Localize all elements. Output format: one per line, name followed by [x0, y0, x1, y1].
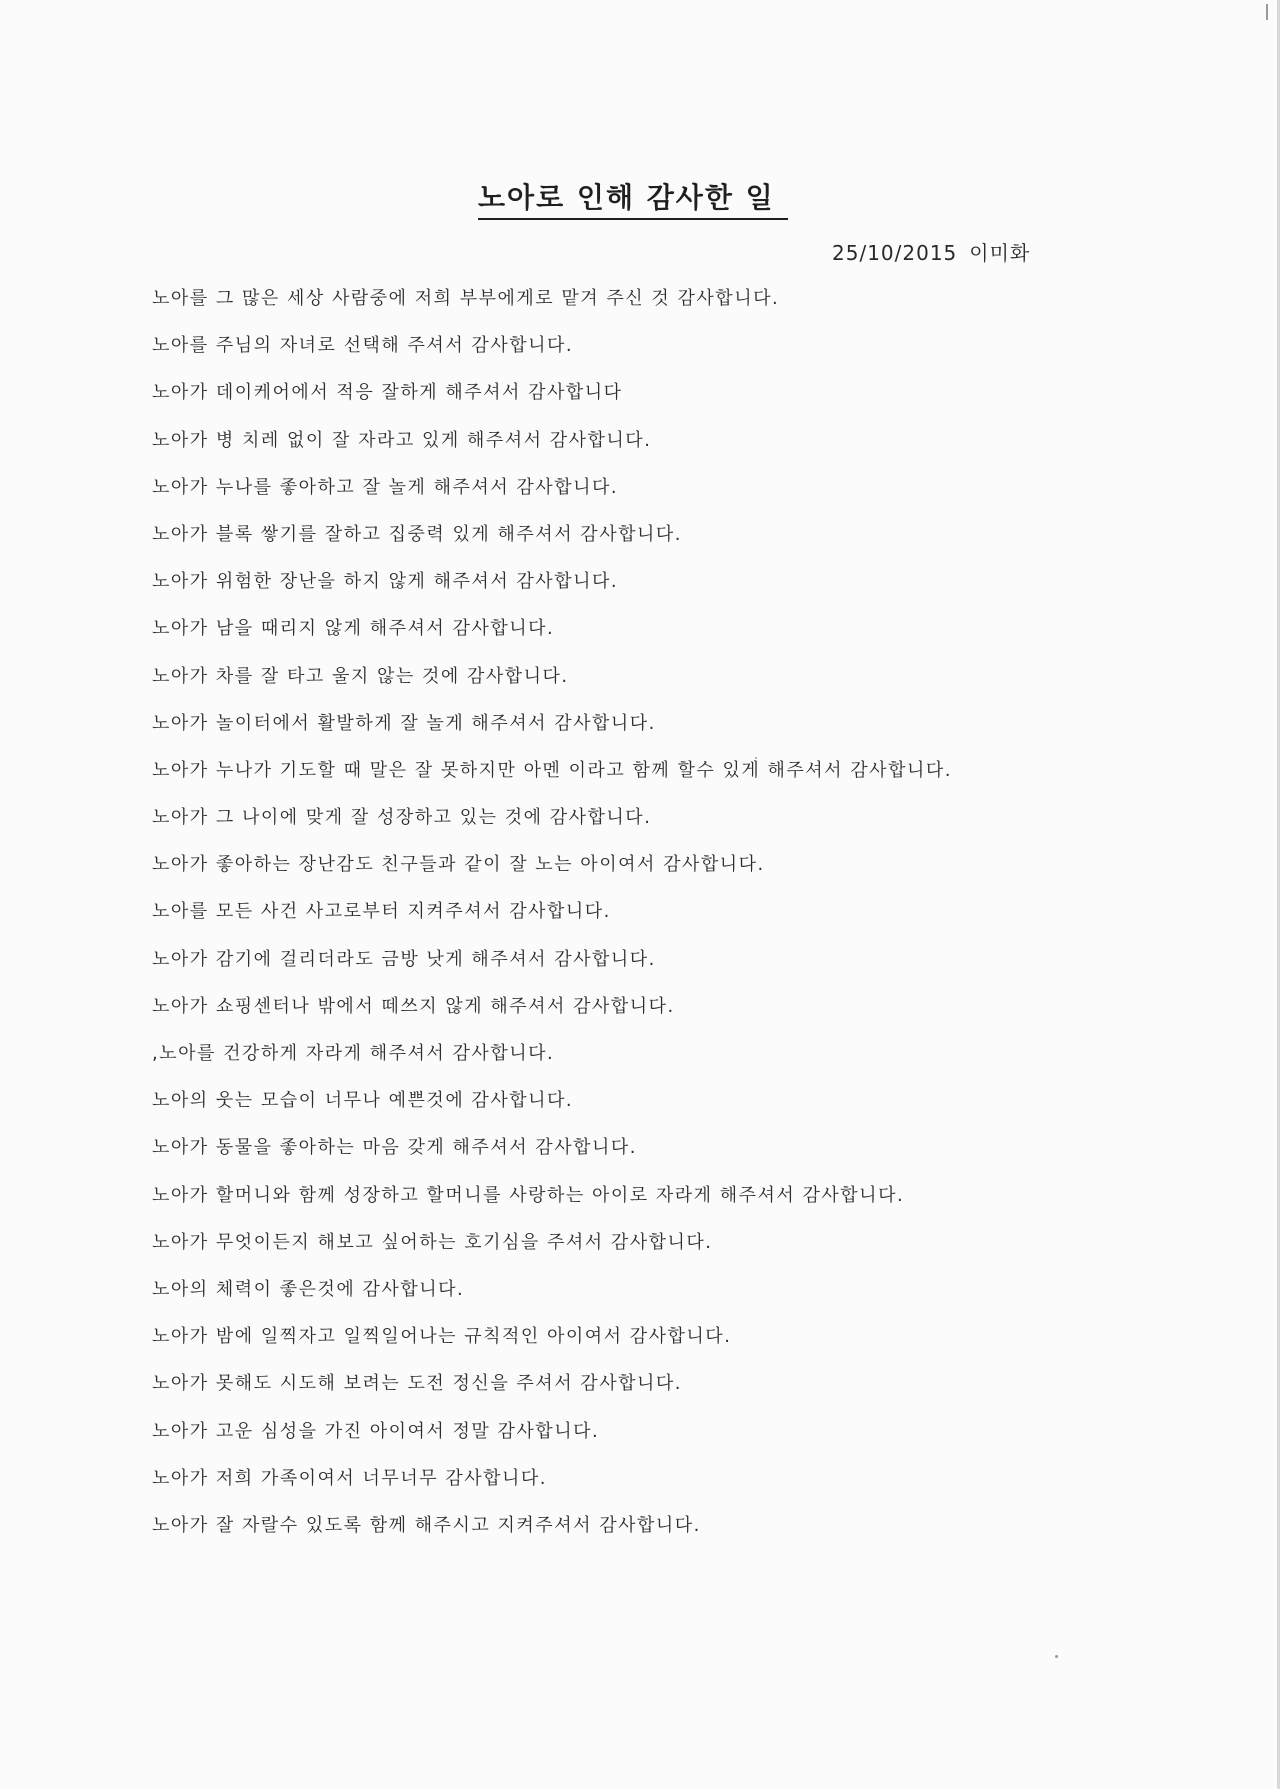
document-author: 이미화 — [969, 241, 1031, 265]
gratitude-line: 노아를 주님의 자녀로 선택해 주셔서 감사합니다. — [152, 335, 574, 357]
date-author-line — [832, 237, 1030, 266]
gratitude-line: 노아의 웃는 모습이 너무나 예쁜것에 감사합니다. — [152, 1090, 574, 1112]
gratitude-line: ,노아를 건강하게 자라게 해주셔서 감사합니다. — [152, 1043, 555, 1064]
document-date: 25/10/2015 — [832, 241, 958, 265]
gratitude-line: 노아가 저희 가족이여서 너무너무 감사합니다. — [152, 1467, 547, 1489]
gratitude-line: 노아가 남을 때리지 않게 해주셔서 감사합니다. — [152, 618, 555, 640]
gratitude-line: 노아가 좋아하는 장난감도 친구들과 같이 잘 노는 아이여서 감사합니다. — [152, 854, 765, 876]
gratitude-line: 노아가 감기에 걸리더라도 금방 낫게 해주셔서 감사합니다. — [152, 948, 656, 970]
scan-speck — [1055, 1655, 1058, 1658]
gratitude-list — [152, 283, 1152, 1557]
gratitude-line: 노아가 누나가 기도할 때 말은 잘 못하지만 아멘 이라고 함께 할수 있게 해주셔서 감사합니다. — [152, 759, 952, 781]
gratitude-line: 노아가 무엇이든지 해보고 싶어하는 호기심을 주셔서 감사합니다. — [152, 1231, 713, 1253]
gratitude-line: 노아가 잘 자랄수 있도록 함께 해주시고 지켜주셔서 감사합니다. — [152, 1514, 701, 1536]
gratitude-line: 노아가 블록 쌓기를 잘하고 집중력 있게 해주셔서 감사합니다. — [152, 523, 682, 545]
gratitude-line: 노아가 차를 잘 타고 울지 않는 것에 감사합니다. — [152, 665, 569, 687]
scan-speck — [755, 757, 757, 759]
gratitude-line: 노아가 놀이터에서 활발하게 잘 놀게 해주셔서 감사합니다. — [152, 712, 656, 734]
gratitude-line: 노아의 체력이 좋은것에 감사합니다. — [152, 1278, 465, 1300]
gratitude-line: 노아를 모든 사건 사고로부터 지켜주셔서 감사합니다. — [152, 901, 611, 923]
gratitude-line: 노아가 고운 심성을 가진 아이여서 정말 감사합니다. — [152, 1420, 600, 1442]
gratitude-line: 노아가 할머니와 함께 성장하고 할머니를 사랑하는 아이로 자라게 해주셔서 감사합니다. — [152, 1184, 905, 1206]
gratitude-line: 노아가 병 치레 없이 잘 자라고 있게 해주셔서 감사합니다. — [152, 429, 652, 451]
scan-mark — [1266, 4, 1274, 20]
gratitude-line: 노아를 그 많은 세상 사람중에 저희 부부에게로 맡겨 주신 것 감사합니다. — [152, 288, 780, 309]
gratitude-line: 노아가 쇼핑센터나 밖에서 떼쓰지 않게 해주셔서 감사합니다. — [152, 995, 675, 1017]
gratitude-line: 노아가 동물을 좋아하는 마음 갖게 해주셔서 감사합니다. — [152, 1137, 637, 1159]
document-title: 노아로 인해 감사한 일 — [478, 180, 788, 220]
gratitude-line: 노아가 그 나이에 맞게 잘 성장하고 있는 것에 감사합니다. — [152, 807, 652, 829]
gratitude-line: 노아가 누나를 좋아하고 잘 놀게 해주셔서 감사합니다. — [152, 476, 619, 498]
gratitude-line: 노아가 못해도 시도해 보려는 도전 정신을 주셔서 감사합니다. — [152, 1373, 682, 1395]
gratitude-line: 노아가 밤에 일찍자고 일찍일어나는 규칙적인 아이여서 감사합니다. — [152, 1326, 732, 1348]
gratitude-line: 노아가 데이케어에서 적응 잘하게 해주셔서 감사합니다 — [152, 382, 623, 404]
gratitude-line: 노아가 위험한 장난을 하지 않게 해주셔서 감사합니다. — [152, 571, 619, 593]
